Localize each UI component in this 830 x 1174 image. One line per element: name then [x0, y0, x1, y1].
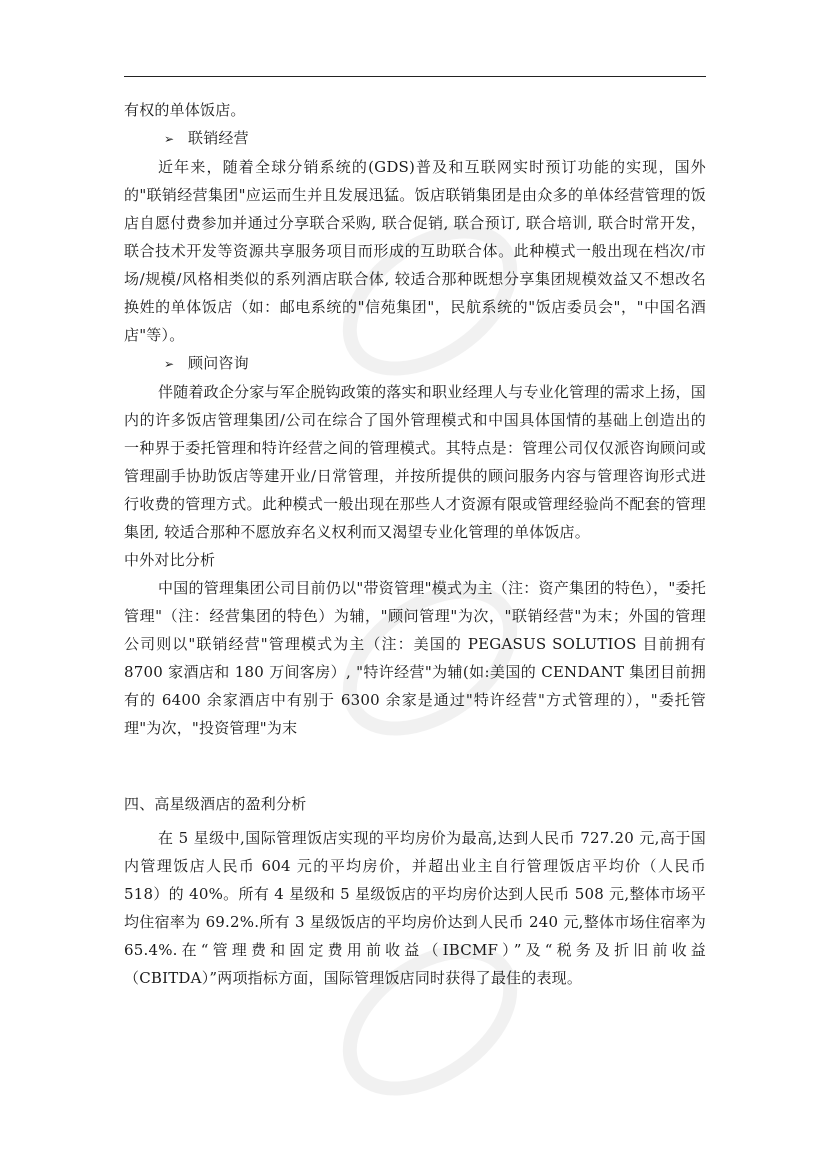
bullet-label: 联销经营 [188, 129, 249, 147]
paragraph-continuation: 有权的单体饭店。 [124, 101, 246, 119]
arrow-bullet-icon: ➢ [164, 357, 175, 371]
bullet-label: 顾问咨询 [188, 354, 249, 372]
header-rule [124, 76, 706, 77]
document-body [124, 96, 706, 992]
bullet-item [124, 349, 706, 378]
bullet-item [124, 124, 706, 153]
paragraph: 在 5 星级中,国际管理饭店实现的平均房价为最高,达到人民币 727.20 元,高于国内管理饭店人民币 604 元的平均房价，并超出业主自行管理饭店平均价（人民币 518）的 40%。所有 4 星级和 5 星级饭店的平均房价达到人民币 508 元,整体市场平均住宿率为 69.2%.所有 3 星级饭店的平均房价达到人民币 240 元,整体市场住宿率为 65.4%.在“管理费和固定费用前收益（IBCMF）”及“税务及折旧前收益（CBITDA）”两项指标方面，国际管理饭店同时获得了最佳的表现。 [124, 829, 706, 987]
paragraph: 伴随着政企分家与军企脱钩政策的落实和职业经理人与专业化管理的需求上扬，国内的许多饭店管理集团/公司在综合了国外管理模式和中国具体国情的基础上创造出的一种界于委托管理和特许经营之间的管理模式。其特点是：管理公司仅仅派咨询顾问或管理副手协助饭店等建开业/日常管理，并按所提供的顾问服务内容与管理咨询形式进行收费的管理方式。此种模式一般出现在那些人才资源有限或管理经验尚不配套的管理集团, 较适合那种不愿放弃名义权利而又渴望专业化管理的单体饭店。 [124, 383, 706, 541]
paragraph: 近年来，随着全球分销系统的(GDS)普及和互联网实时预订功能的实现，国外的"联销经营集团"应运而生并且发展迅猛。饭店联销集团是由众多的单体经营管理的饭店自愿付费参加并通过分享联合采购, 联合促销, 联合预订, 联合培训, 联合时常开发，联合技术开发等资源共享服务项目而形成的互助联合体。此种模式一般出现在档次/市场/规模/风格相类似的系列酒店联合体, 较适合那种既想分享集团规模效益又不想改名换姓的单体饭店（如：邮电系统的"信苑集团"，民航系统的"饭店委员会"，"中国名酒店"等）。 [124, 158, 706, 344]
section-heading: 四、高星级酒店的盈利分析 [124, 795, 307, 813]
section-heading: 中外对比分析 [124, 551, 216, 569]
arrow-bullet-icon: ➢ [164, 132, 175, 146]
spacer [124, 742, 706, 790]
paragraph: 中国的管理集团公司目前仍以"带资管理"模式为主（注：资产集团的特色），"委托管理"（注：经营集团的特色）为辅，"顾问管理"为次，"联销经营"为末；外国的管理公司则以"联销经营"管理模式为主（注：美国的 PEGASUS SOLUTIOS 目前拥有 8700 家酒店和 180 万间客房）, "特许经营"为辅(如:美国的 CENDANT 集团目前拥有的 6400 余家酒店中有别于 6300 余家是通过"特许经营"方式管理的），"委托管理"为次，"投资管理"为末 [124, 579, 706, 737]
